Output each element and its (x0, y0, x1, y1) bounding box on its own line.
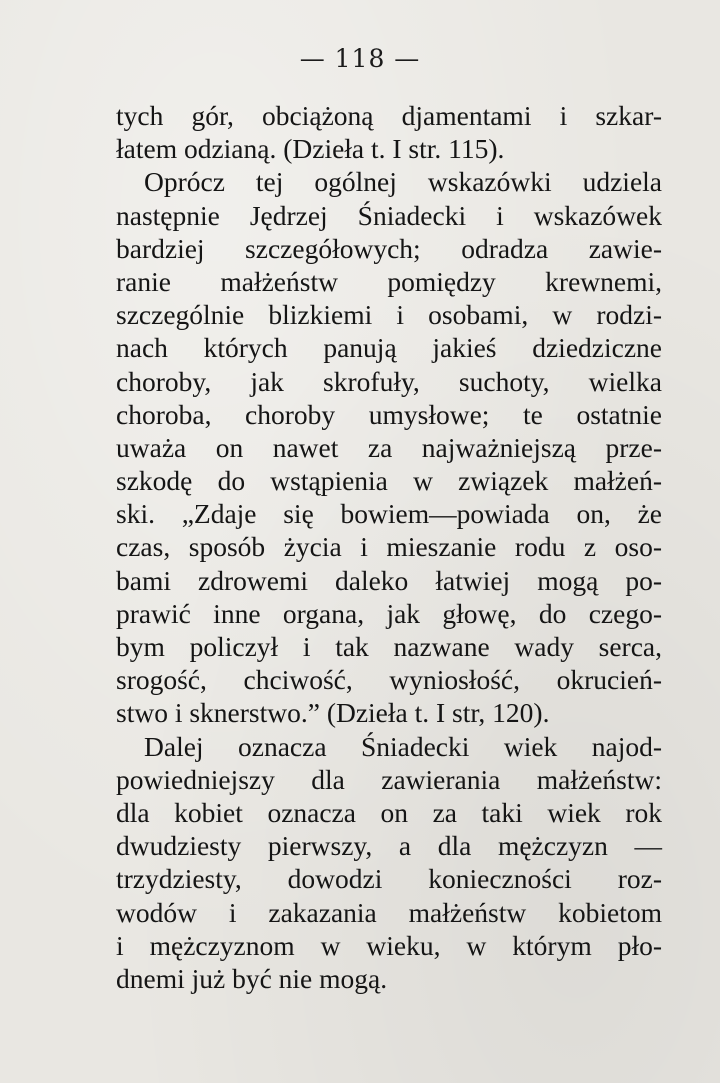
text-line: szkodę do wstąpienia w związek małżeń- (116, 465, 662, 497)
text-line: choroba, choroby umysłowe; te ostatnie (116, 398, 662, 430)
text-line: choroby, jak skrofuły, suchoty, wielka (116, 365, 662, 397)
text-line: ski. „Zdaje się bowiem—powiada on, że (116, 498, 662, 530)
text-line: wodów i zakazania małżeństw kobietom (116, 896, 662, 928)
text-line: Oprócz tej ogólnej wskazówki udziela (144, 166, 662, 198)
text-line: prawić inne organa, jak głowę, do czego- (116, 597, 662, 629)
text-line: dla kobiet oznacza on za taki wiek rok (116, 796, 662, 828)
text-line: dnemi już być nie mogą. (116, 962, 388, 994)
text-line: nach których panują jakieś dziedziczne (116, 332, 662, 364)
text-line: następnie Jędrzej Śniadecki i wskazówek (116, 199, 662, 231)
text-line: bym policzył i tak nazwane wady serca, (116, 631, 662, 662)
text-line: ranie małżeństw pomiędzy krewnemi, (116, 265, 662, 297)
text-line: powiedniejszy dla zawierania małżeństw: (116, 763, 662, 795)
text-line: srogość, chciwość, wyniosłość, okrucień- (116, 664, 662, 696)
text-line: i mężczyznom w wieku, w którym pło- (116, 929, 662, 961)
text-line: dwudziesty pierwszy, a dla mężczyzn — (116, 830, 662, 862)
text-line: stwo i sknerstwo.” (Dzieła t. I str, 120). (116, 697, 550, 729)
body-text (116, 99, 662, 995)
page-number: — 118 — (299, 44, 421, 73)
text-line: trzydziesty, dowodzi konieczności roz- (116, 863, 662, 895)
text-line: bami zdrowemi daleko łatwiej mogą po- (116, 564, 662, 596)
text-line: uważa on nawet za najważniejszą prze- (116, 431, 662, 463)
text-line: czas, sposób życia i mieszanie rodu z oso- (116, 531, 662, 563)
text-line: bardziej szczegółowych; odradza zawie- (116, 232, 662, 264)
text-line: tych gór, obciążoną djamentami i szkar- (116, 100, 662, 131)
text-line: Dalej oznacza Śniadecki wiek najod- (144, 730, 662, 762)
text-line: łatem odzianą. (Dzieła t. I str. 115). (116, 133, 505, 165)
text-line: szczególnie blizkiemi i osobami, w rodzi- (116, 299, 662, 331)
